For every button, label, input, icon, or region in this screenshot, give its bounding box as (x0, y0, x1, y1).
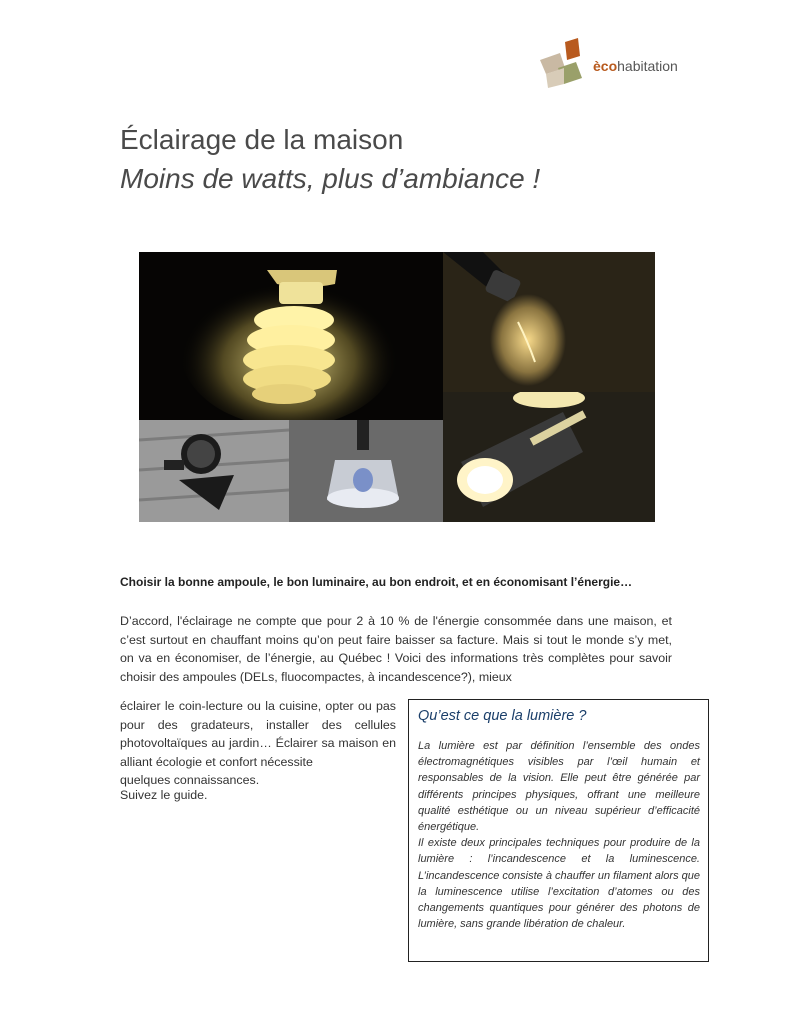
ecohabitation-logo (538, 38, 708, 90)
light-definition-sidebar (408, 699, 709, 962)
lighting-photo-collage (139, 252, 655, 522)
sidebar-body (418, 738, 700, 932)
incandescent-bulb-photo (443, 252, 655, 392)
sidebar-paragraph-1: La lumière est par définition l’ensemble des ondes électromagnétiques visibles par l’œil humain et responsables de la vision. Elle peut être générée par différents principes physiques, offrant une meilleure qualité esthétique ou un niveau supérieur d’efficacité énergétique. (418, 740, 700, 834)
logo-eco: èco (593, 58, 618, 74)
page-title: Éclairage de la maison (120, 124, 404, 155)
pendant-lamp-photo (443, 392, 655, 522)
halogen-bulb-photo (289, 420, 443, 522)
sidebar-paragraph-2: Il existe deux principales techniques pour produire de la lumière : l’incandescence et la luminescence. L’incandescence consiste à chauffer un filament alors que la luminescence utilise l’excitation d’atomes ou des changements quantiques pour générer des photons de lumière, sans grande libération de chaleur. (418, 837, 700, 931)
logo-mark-icon (538, 38, 594, 90)
outdoor-spotlight-photo (139, 420, 289, 522)
sidebar-title: Qu’est ce que la lumière ? (418, 708, 587, 724)
page-subtitle: Moins de watts, plus d’ambiance ! (120, 163, 541, 194)
guide-text: Suivez le guide. (120, 788, 208, 802)
body-paragraph-1: D’accord, l'éclairage ne compte que pour 2 à 10 % de l'énergie consommée dans une maison, et c’est surtout en chauffant moins qu’on peut faire baisser sa facture. Mais si tout le monde s’y met, on va en économiser, de l’énergie, au Québec ! Voici des informations très complètes pour savoir choisir des ampoules (DELs, fluocompactes, à incandescence?), mieux (120, 614, 672, 684)
intro-lead: Choisir la bonne ampoule, le bon luminaire, au bon endroit, et en économisant l’énergie… (120, 575, 633, 589)
body-paragraph-2-end: quelques connaissances. (120, 773, 260, 787)
body-paragraph-2 (120, 697, 396, 790)
compact-fluorescent-bulb-photo (139, 252, 443, 420)
body-paragraph-2-text: éclairer le coin-lecture ou la cuisine, opter ou pas pour des gradateurs, installer des cellules photovoltaïques au jardin… Éclairer sa maison en alliant écologie et confort nécessite (120, 699, 396, 769)
logo-wordmark (593, 58, 678, 74)
logo-habitation: habitation (617, 58, 678, 74)
